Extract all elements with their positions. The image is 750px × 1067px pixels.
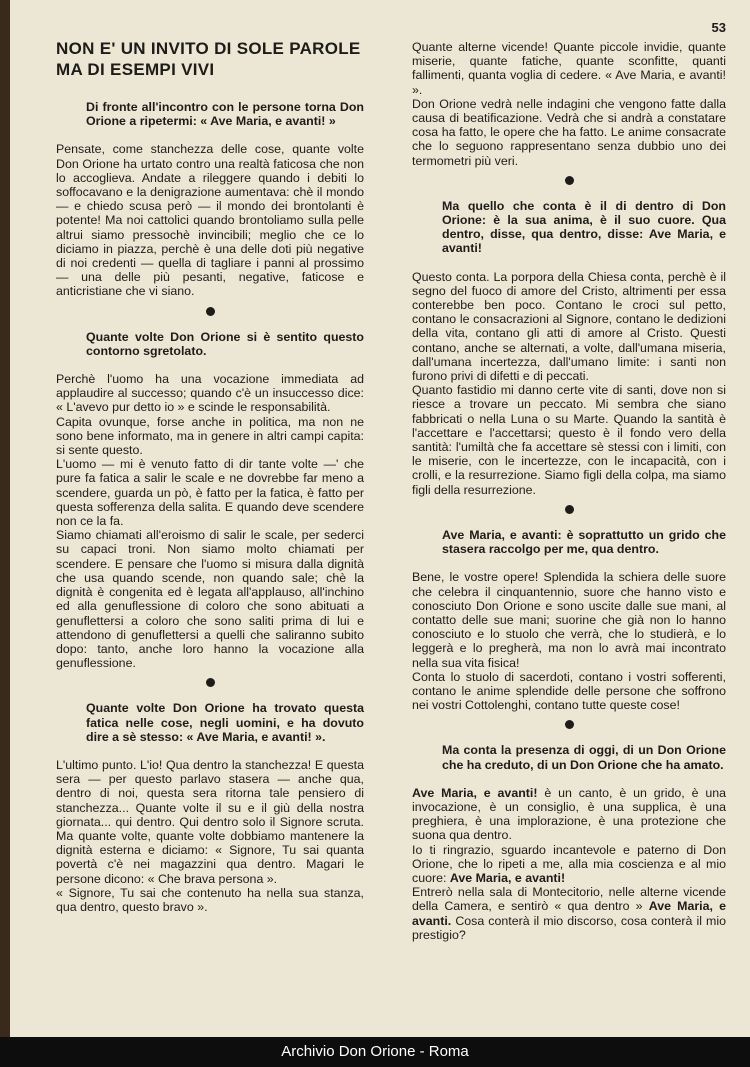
bullet-separator-icon — [565, 176, 574, 185]
book-binding-edge — [0, 0, 10, 1037]
title-line-2: MA DI ESEMPI VIVI — [56, 60, 215, 79]
right-column — [412, 40, 726, 942]
paragraph: L'uomo — mi è venuto fatto di dir tante volte —' che pure fa fatica a salir le scale e ne dovrebbe far meno a scendere, guarda un pò, è fatto per la fatica, è fatto per questa sofferenza della salita. E quando deve scendere non ce la fa. — [56, 457, 364, 529]
paragraph: Perchè l'uomo ha una vocazione immediata ad applaudire al successo; quando c'è un insuccesso dice: « L'avevo pur detto io » e scinde le responsabilità. — [56, 372, 364, 415]
subheading: Ave Maria, e avanti: è soprattutto un grido che stasera raccolgo per me, qua dentro. — [442, 527, 726, 557]
left-column — [56, 38, 364, 914]
archive-footer: Archivio Don Orione - Roma — [0, 1037, 750, 1067]
paragraph: Capita ovunque, forse anche in politica, ma non ne sono bene informato, ma in genere in altri campi capita: si sente questo. — [56, 414, 364, 458]
paragraph — [412, 885, 726, 942]
paragraph: Quante alterne vicende! Quante piccole invidie, quante miserie, quante fatiche, quante sconfitte, quanti fallimenti, quanta voglia di cedere. « Ave Maria, e avanti! ». — [412, 40, 726, 97]
title-line-1: NON E' UN INVITO DI SOLE PAROLE — [56, 39, 361, 58]
paragraph — [412, 843, 726, 886]
paragraph — [412, 786, 726, 843]
paragraph: Pensate, come stanchezza delle cose, quante volte Don Orione ha urtato contro una realtà faticosa che non lo accoglieva. Andate a rileggere quando i debiti lo soffocavano e la denigrazione aumentava: chè il mondo — e chiedo scusa però — il mondo dei brontolanti è potente! Ma noi cattolici quando brontoliamo sulla pelle altrui siamo pressochè invincibili; meglio che ce lo diciamo in piazza, perchè è una delle doti più negative di noi credenti — quella di tagliare i panni al prossimo — una delle più pesanti, negative, faticose e anticristiane che vi siano. — [56, 142, 364, 299]
paragraph: Quanto fastidio mi danno certe vite di santi, dove non si riesce a trovare un peccato. Mi sembra che siano fabbricati o nella Luna o su Marte. Quando la santità è l'accettare e l'accettarsi; questo è il fondo vero della santità: l'umiltà che fa accettare sè stessi con i limiti, con le miserie, con le incertezze, con le incapacità, con i crolli, e la resurrezione. Siamo figli della colpa, ma siamo figli della resurrezione. — [412, 383, 726, 497]
paragraph: Bene, le vostre opere! Splendida la schiera delle suore che celebra il cinquantennio, suore che hanno visto e conosciuto Don Orione e sono uscite dalle sue mani, al contatto delle sue mani; suorine che già non lo hanno conosciuto e lo stuolo che verrà, che lo studierà, e lo leggerà e lo pregherà, ma non lo avrà mai incontrato nella sua vita fisica! — [412, 570, 726, 670]
bullet-separator-icon — [565, 720, 574, 729]
article-title — [56, 38, 364, 80]
text-run: Io ti ringrazio, sguardo incantevole e paterno di Don Orione, che lo ripeti a me, alla mia coscienza e al mio cuore: — [412, 842, 726, 885]
page-number: 53 — [711, 20, 726, 35]
text-run: Entrerò nella sala di Montecitorio, nelle alterne vicende della Camera, e sentirò « qua dentro » — [412, 885, 726, 914]
paragraph: Conta lo stuolo di sacerdoti, contano i vostri sofferenti, contano le anime splendide delle persone che soffrono nei vostri Cottolenghi, contano tutte queste cose! — [412, 669, 726, 713]
bold-phrase: Ave Maria, e avanti. — [412, 899, 727, 928]
bullet-separator-icon — [565, 505, 574, 514]
subheading: Quante volte Don Orione si è sentito questo contorno sgretolato. — [86, 329, 364, 358]
paragraph: « Signore, Tu sai che contenuto ha nella sua stanza, qua dentro, questo bravo ». — [56, 885, 364, 914]
text-run: Cosa conterà il mio discorso, cosa conterà il mio prestigio? — [412, 913, 726, 942]
bullet-separator-icon — [206, 307, 215, 316]
paragraph: L'ultimo punto. L'io! Qua dentro la stanchezza! E questa sera — per questo parlavo stasera — anche qua, dentro di noi, questa sera ritorna tale pensiero di stanchezza... Quante volte il su e il giù della nostra giornata... qui dentro. Qui dentro solo il Signore scruta. Ma quante volte, quante volte dobbiamo mantenere la dignità esterna e diciamo: « Signore, Tu sai quanta povertà c'è nei magazzini qua dentro. Magari le persone dicono: « Che brava persona ». — [56, 757, 364, 886]
subheading: Ma quello che conta è il di dentro di Don Orione: è la sua anima, è il suo cuore. Qua dentro, disse, qua dentro, disse: Ave Maria, e avanti! — [442, 198, 726, 256]
bold-phrase: Ave Maria, e avanti! — [449, 870, 566, 885]
bold-phrase: Ave Maria, e avanti! — [412, 785, 538, 800]
text-run: è un canto, è un grido, è una invocazione, è un consiglio, è una supplica, è una preghiera, è una implorazione, è una protezione che suona qua dentro. — [412, 785, 726, 843]
paragraph: Don Orione vedrà nelle indagini che vengono fatte dalla causa di beatificazione. Vedrà che si andrà a constatare cosa ha fatto, le opere che ha fatto. Le anime consacrate che lo seguono rappresentano senza dubbio uno dei termometri più veri. — [412, 96, 726, 168]
subheading: Ma conta la presenza di oggi, di un Don Orione che ha creduto, di un Don Orione che ha amato. — [442, 743, 726, 772]
bullet-separator-icon — [206, 678, 215, 687]
subheading: Quante volte Don Orione ha trovato questa fatica nelle cose, negli uomini, e ha dovuto dire a sè stesso: « Ave Maria, e avanti! ». — [86, 701, 364, 744]
subheading: Di fronte all'incontro con le persone torna Don Orione a ripetermi: « Ave Maria, e avanti! » — [86, 100, 364, 129]
paragraph: Questo conta. La porpora della Chiesa conta, perchè è il segno del fuoco di amore del Cristo, altrimenti per essa conterebbe ben poco. Contano le croci sul petto, contano le consacrazioni al Signore, contano le dedizioni della vita, contano gli atti di amore al Cristo. Questi contano, anche se alternati, a volte, dall'umana miseria, dall'umana incertezza, dall'umano limite: i santi non furono privi di difetti e di peccati. — [412, 269, 726, 384]
paragraph: Siamo chiamati all'eroismo di salir le scale, per sederci su capaci troni. Non siamo molto chiamati per scendere. E pensare che l'uomo si misura dalla dignità che usa quando scende, non quando sale; chè la dignità è congenita ed è legata all'applauso, all'inchino ed alla genuflessione di coloro che sono abituati a genuflettersi a coloro che sono saliti prima di lui e attendono di genuflettersi a quelli che saliranno subito dopo: tanto, anche loro hanno la vocazione alla genuflessione. — [56, 528, 364, 671]
